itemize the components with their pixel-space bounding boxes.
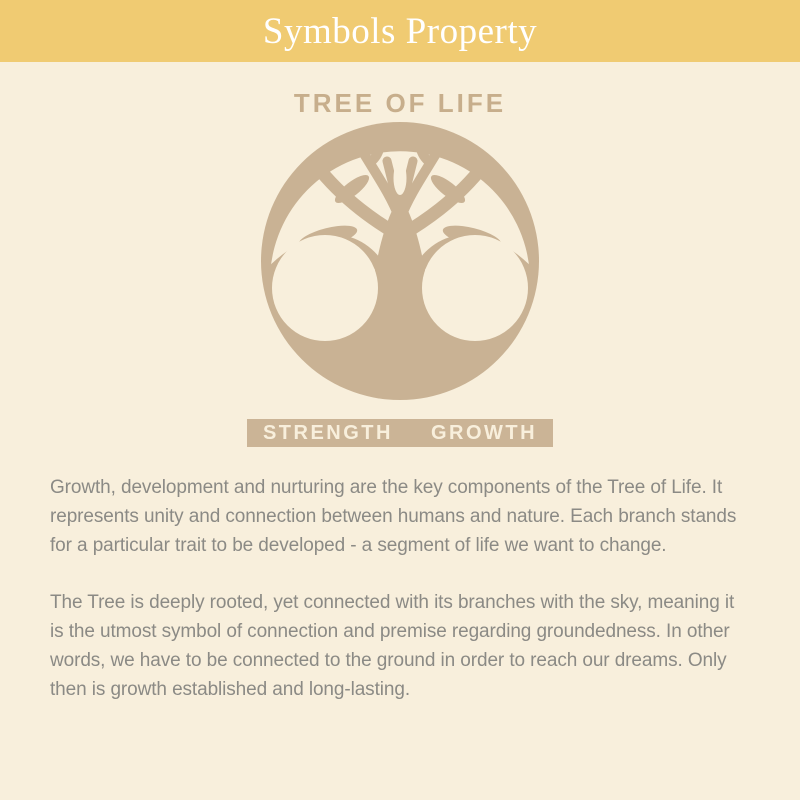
- description-paragraph-1: Growth, development and nurturing are the key components of the Tree of Life. It represents unity and connection between humans and nature. Each branch stands for a particular trait to be developed - a segment of life we want to change.: [50, 477, 737, 556]
- header-bar: [0, 0, 800, 62]
- trait-strength: STRENGTH: [262, 421, 393, 444]
- tree-of-life-icon: [260, 121, 540, 401]
- tree-of-life-svg: [260, 121, 540, 401]
- description-section: [50, 473, 750, 704]
- traits-banner: [247, 419, 553, 447]
- symbol-name-heading: TREE OF LIFE: [293, 88, 507, 118]
- trait-growth: GROWTH: [430, 421, 538, 444]
- page-title: Symbols Property: [262, 10, 538, 52]
- description-paragraph-2: The Tree is deeply rooted, yet connected with its branches with the sky, meaning it is the utmost symbol of connection and premise regarding groundedness. In other words, we have to be connected to the ground in order to reach our dreams. Only then is growth established and long-lasting.: [50, 592, 735, 700]
